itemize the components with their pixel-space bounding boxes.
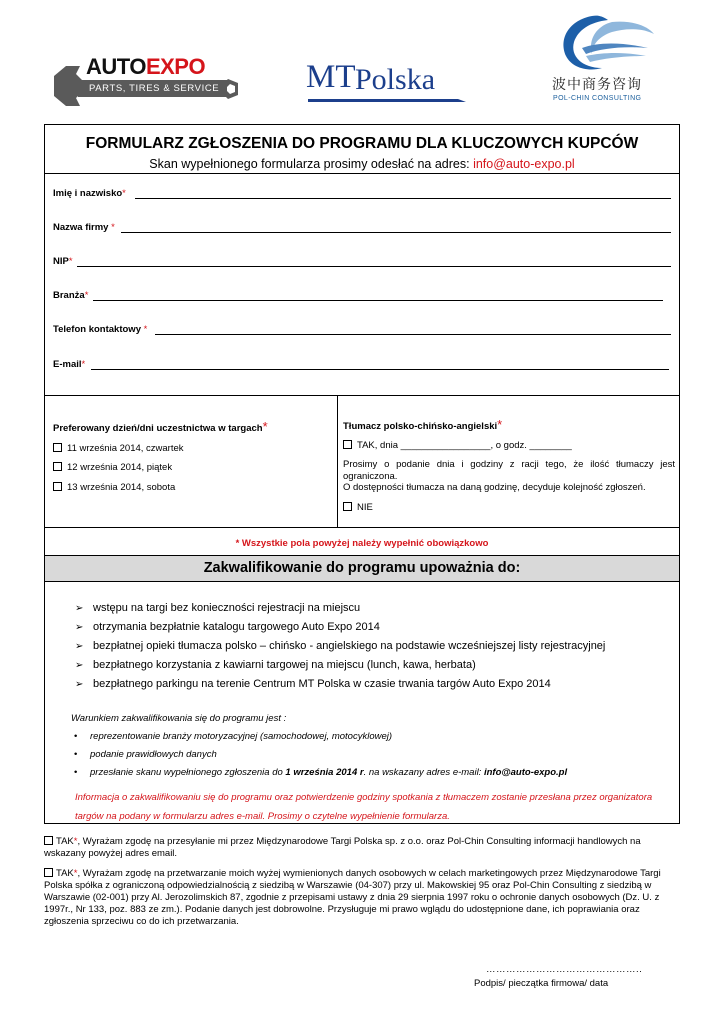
condition-email: info@auto-expo.pl bbox=[483, 767, 568, 778]
name-field[interactable]: Imię i nazwisko* bbox=[53, 187, 673, 203]
mtpolska-polska: Polska bbox=[355, 63, 436, 96]
translator-no-option[interactable]: NIE bbox=[343, 502, 373, 514]
qualification-info: Informacja o zakwalifikowaniu się do programu oraz potwierdzenie godziny spotkania z tłumaczem zostanie przesłana przez organizatora targów na podany w formularzu adres e-mail. Prosimy o czytelne wypełnienie formularza. bbox=[75, 792, 653, 822]
form-subtitle: Skan wypełnionego formularza prosimy odesłać na adres: info@auto-expo.pl bbox=[149, 157, 575, 171]
checkbox[interactable] bbox=[44, 868, 53, 877]
required-fields-note: * Wszystkie pola powyżej należy wypełnić obowiązkowo bbox=[235, 538, 489, 549]
polchin-chinese-name: 波中商务咨询 bbox=[552, 76, 642, 92]
checkbox[interactable] bbox=[53, 443, 62, 452]
signature-line: ……………………………………….. bbox=[486, 964, 643, 975]
signature-label: Podpis/ pieczątka firmowa/ data bbox=[474, 978, 609, 989]
arrow-bullet-icon: ➢ bbox=[75, 679, 84, 690]
condition-item: • podanie prawidłowych danych bbox=[74, 749, 217, 760]
translator-note: Prosimy o podanie dnia i godziny z racji tego, że ilość tłumaczy jest ograniczona. bbox=[343, 459, 675, 482]
arrow-bullet-icon: ➢ bbox=[75, 641, 84, 652]
condition-item: • reprezentowanie branży motoryzacyjnej (samochodowej, motocyklowej) bbox=[74, 731, 393, 742]
checkbox[interactable] bbox=[343, 502, 352, 511]
benefit-item: ➢ bezpłatnego korzystania z kawiarni targowej na miejscu (lunch, kawa, herbata) bbox=[75, 659, 476, 671]
polchin-swoosh-icon bbox=[552, 12, 656, 76]
checkbox[interactable] bbox=[44, 836, 53, 845]
autoexpo-logo bbox=[52, 54, 244, 110]
arrow-bullet-icon: ➢ bbox=[75, 622, 84, 633]
translator-availability-note: O dostępności tłumacza na daną godzinę, decyduje kolejność zgłoszeń. bbox=[343, 482, 646, 493]
translator-title: Tłumacz polsko-chińsko-angielski* bbox=[343, 417, 503, 432]
consent-marketing-info[interactable]: TAK*, Wyrażam zgodę na przesyłanie mi przez Międzynarodowe Targi Polska sp. z o.o. oraz Pol-Chin Consulting informacji handlowych na wskazany powyżej adres email. bbox=[44, 836, 641, 859]
divider bbox=[45, 527, 679, 528]
condition-item: • przesłanie skanu wypełnionego zgłoszenia do 1 września 2014 r. na wskazany adres e-mail: info@auto-expo.pl bbox=[74, 767, 568, 778]
qualification-header: Zakwalifikowanie do programu upoważnia do: bbox=[45, 555, 679, 582]
day-option-12[interactable]: 12 września 2014, piątek bbox=[53, 462, 172, 474]
checkbox[interactable] bbox=[53, 482, 62, 491]
benefit-item: ➢ bezpłatnej opieki tłumacza polsko – chińsko - angielskiego na podstawie wcześniejszej listy rejestracyjnej bbox=[75, 640, 606, 652]
logos-header bbox=[0, 0, 725, 110]
mtpolska-mt: MT bbox=[306, 59, 356, 95]
nip-field[interactable]: NIP* bbox=[53, 255, 673, 271]
divider bbox=[45, 173, 679, 174]
day-option-13[interactable]: 13 września 2014, sobota bbox=[53, 482, 175, 494]
preferred-days-title: Preferowany dzień/dni uczestnictwa w targach* bbox=[53, 419, 268, 434]
autoexpo-tagline: PARTS, TIRES & SERVICE bbox=[89, 83, 220, 94]
contact-email: info@auto-expo.pl bbox=[473, 157, 575, 171]
polchin-english-name: POL-CHIN CONSULTING bbox=[553, 95, 642, 102]
consent-data-processing[interactable]: TAK*, Wyrażam zgodę na przetwarzanie moich wyżej wymienionych danych osobowych w celach marketingowych przez Międzynarodowe Targi Polska spółka z ograniczoną odpowiedzialnością z siedzibą w Warszawie (04-307) przy ul. Makowskiej 95 oraz Pol-Chin Consulting z siedzibą w Warszawie (02-001) przy Al. Jerozolimskich 87, zgodnie z przepisami ustawy z dnia 29 sierpnia 1997 roku o ochronie danych osobowych (Dz. U. z 1997r., Nr 133, poz. 883 ze zm.). Podanie danych jest dobrowolne. Przysługuje mi prawo wglądu do udostępnione dane, ich poprawiania oraz zgłoszenia sprzeciwu co do ich przetwarzania. bbox=[44, 868, 661, 927]
registration-form bbox=[44, 124, 680, 824]
company-field[interactable]: Nazwa firmy * bbox=[53, 221, 673, 237]
day-option-11[interactable]: 11 września 2014, czwartek bbox=[53, 443, 184, 455]
industry-field[interactable]: Branża* bbox=[53, 289, 673, 305]
bullet-icon: • bbox=[74, 767, 78, 778]
bullet-icon: • bbox=[74, 731, 78, 742]
mtpolska-underline-icon bbox=[308, 96, 468, 104]
benefit-item: ➢ otrzymania bezpłatnie katalogu targowego Auto Expo 2014 bbox=[75, 621, 380, 633]
mtpolska-logo bbox=[306, 58, 476, 104]
conditions-title: Warunkiem zakwalifikowania się do programu jest : bbox=[71, 713, 287, 724]
column-divider bbox=[337, 396, 338, 527]
benefit-item: ➢ wstępu na targi bez konieczności rejestracji na miejscu bbox=[75, 602, 361, 614]
form-title: FORMULARZ ZGŁOSZENIA DO PROGRAMU DLA KLUCZOWYCH KUPCÓW bbox=[85, 135, 639, 152]
bullet-icon: • bbox=[74, 749, 78, 760]
checkbox[interactable] bbox=[343, 440, 352, 449]
autoexpo-wordmark: AUTOEXPO bbox=[86, 54, 206, 79]
phone-field[interactable]: Telefon kontaktowy * bbox=[53, 323, 673, 339]
translator-yes-option[interactable]: TAK, dnia _________________, o godz. ________ bbox=[343, 440, 572, 452]
benefit-item: ➢ bezpłatnego parkingu na terenie Centrum MT Polska w czasie trwania targów Auto Expo 2014 bbox=[75, 678, 551, 690]
polchin-logo bbox=[548, 12, 658, 104]
arrow-bullet-icon: ➢ bbox=[75, 660, 84, 671]
checkbox[interactable] bbox=[53, 462, 62, 471]
divider bbox=[45, 395, 679, 396]
email-field[interactable]: E-mail* bbox=[53, 358, 673, 374]
arrow-bullet-icon: ➢ bbox=[75, 603, 84, 614]
